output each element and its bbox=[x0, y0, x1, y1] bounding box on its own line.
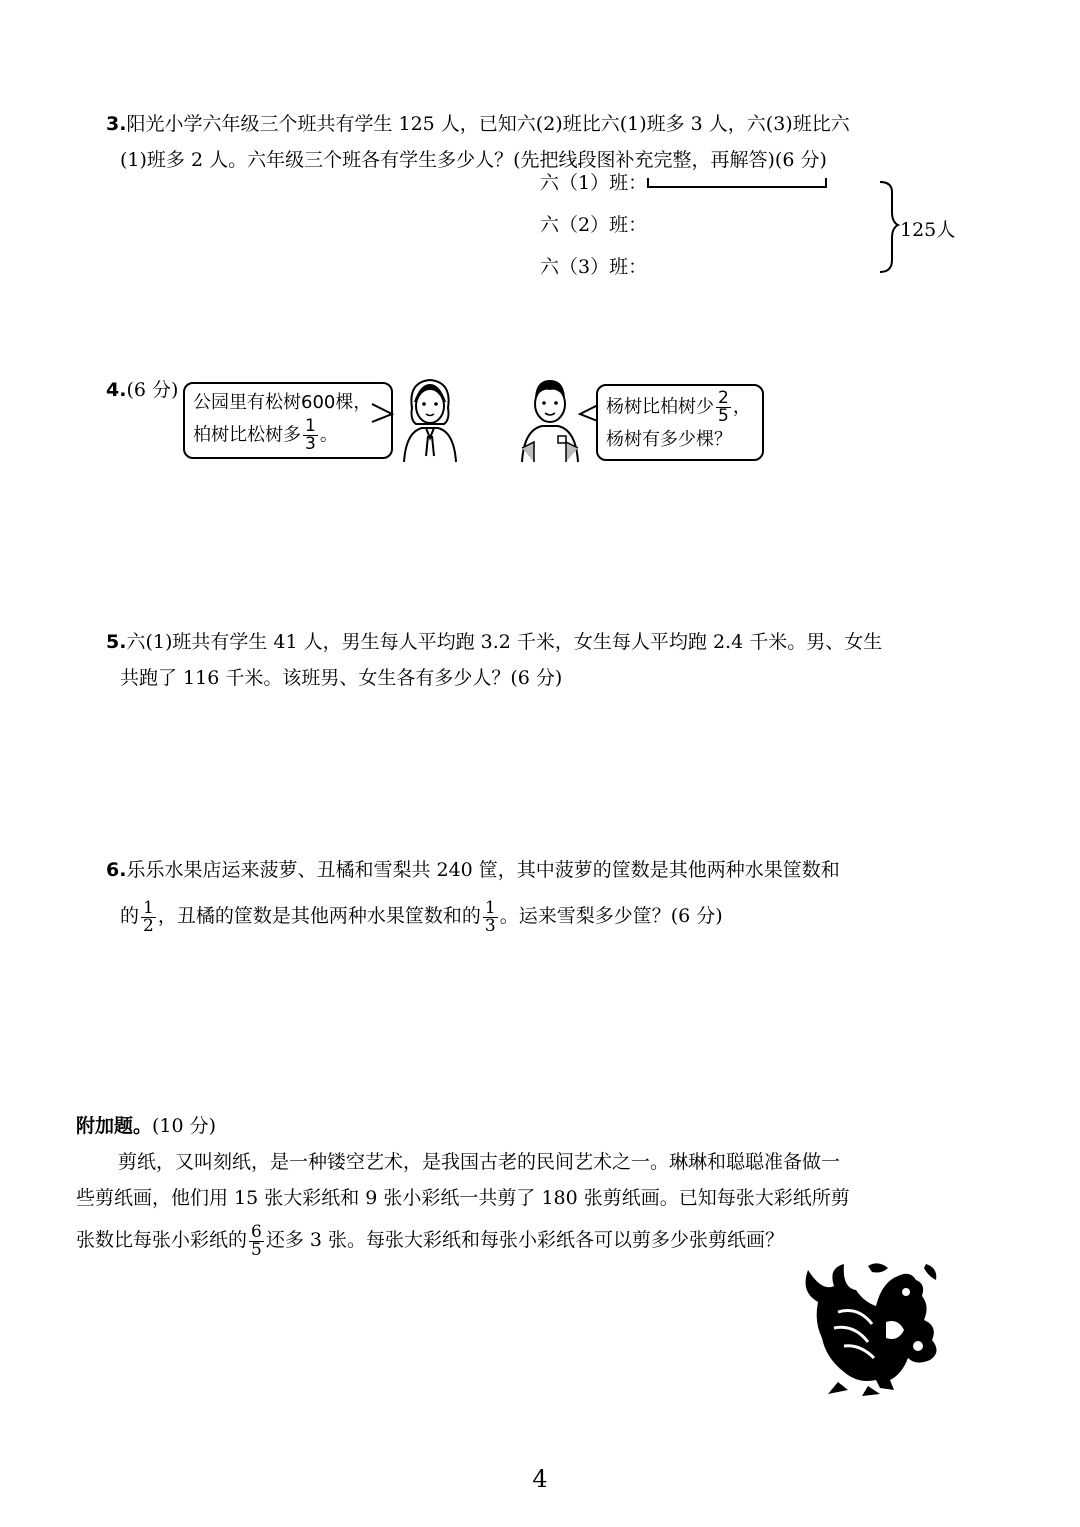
question-6: 6.乐乐水果店运来菠萝、丑橘和雪梨共 240 筐，其中菠萝的筐数是其他两种水果筐数和 的 $\frac{1}{2}$ ，丑橘的筐数是其他两种水果筐数和的 $\frac{1}{3}$ 。运来雪梨多少筐？(6 分) bbox=[106, 859, 840, 936]
rooster-papercut-image bbox=[798, 1262, 954, 1398]
bonus-title: 附加题。(10 分) bbox=[76, 1115, 217, 1137]
boy-illustration bbox=[518, 372, 582, 462]
question-3-line2: (1)班多 2 人。六年级三个班各有学生多少人？(先把线段图补充完整，再解答)(6 分) bbox=[120, 149, 827, 171]
question-number: 5. bbox=[106, 631, 127, 653]
fraction: $\frac{1}{2}$ bbox=[143, 897, 154, 936]
fraction: $\frac{6}{5}$ bbox=[251, 1221, 262, 1260]
diagram-label-class2: 六（2）班： bbox=[540, 214, 648, 236]
diagram-label-class3: 六（3）班： bbox=[540, 256, 648, 278]
fraction: $\frac{1}{3}$ bbox=[305, 416, 316, 454]
fraction: $\frac{2}{5}$ bbox=[718, 388, 729, 426]
speech-bubble-girl: 公园里有松树600棵， 柏树比松树多 $\frac{1}{3}$ 。 bbox=[183, 382, 393, 459]
bonus-question: 附加题。(10 分) 剪纸，又叫刻纸，是一种镂空艺术，是我国古老的民间艺术之一。琳琳和聪聪准备做一 些剪纸画，他们用 15 张大彩纸和 9 张小彩纸一共剪了 180 张剪纸画。已知每张大彩纸所剪 张数比每张小彩纸的 $\frac{6}{5}$ 还多 3 张。每张大彩纸和每张小彩纸各可以剪多少张剪纸画？ bbox=[76, 1108, 976, 1259]
question-number: 6. bbox=[106, 859, 127, 881]
page-number: 4 bbox=[532, 1465, 548, 1493]
question-3 bbox=[106, 106, 966, 178]
segment-diagram bbox=[640, 170, 910, 280]
question-5: 5.六(1)班共有学生 41 人，男生每人平均跑 3.2 千米，女生每人平均跑 2.4 千米。男、女生 共跑了 116 千米。该班男、女生各有多少人？(6 分) bbox=[106, 631, 883, 689]
question-number: 4. bbox=[106, 379, 127, 401]
class1-segment bbox=[648, 178, 826, 187]
total-brace bbox=[880, 182, 898, 272]
fraction: $\frac{1}{3}$ bbox=[484, 897, 496, 936]
speech-bubble-boy: 杨树比柏树少 $\frac{2}{5}$ ， 杨树有多少棵？ bbox=[596, 384, 764, 461]
question-3-line1: 3.阳光小学六年级三个班共有学生 125 人，已知六(2)班比六(1)班多 3 人，六(3)班比六 bbox=[106, 113, 850, 135]
girl-illustration bbox=[398, 372, 462, 462]
diagram-label-class1: 六（1）班： bbox=[540, 172, 648, 194]
question-4-header: 4.(6 分) bbox=[106, 379, 179, 401]
total-label: 125人 bbox=[900, 219, 956, 241]
question-number: 3. bbox=[106, 113, 127, 135]
